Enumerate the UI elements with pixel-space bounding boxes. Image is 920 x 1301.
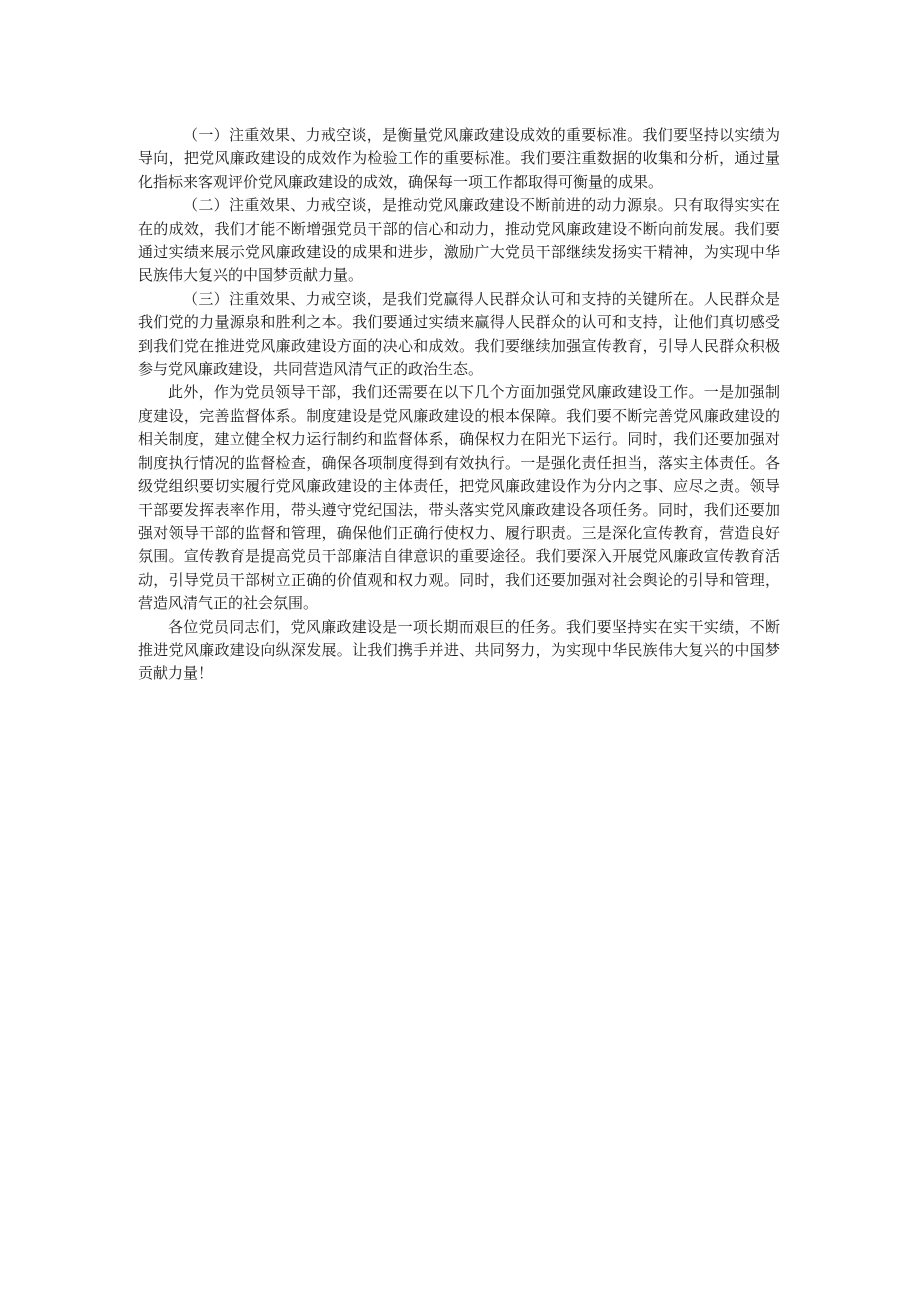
document-body: [138, 124, 780, 686]
paragraph-point-one: （一）注重效果、力戒空谈，是衡量党风廉政建设成效的重要标准。我们要坚持以实绩为导向，把党风廉政建设的成效作为检验工作的重要标准。我们要注重数据的收集和分析，通过量化指标来客观评价党风廉政建设的成效，确保每一项工作都取得可衡量的成果。: [138, 126, 780, 191]
paragraph-additional-measures: 此外，作为党员领导干部，我们还需要在以下几个方面加强党风廉政建设工作。一是加强制度建设，完善监督体系。制度建设是党风廉政建设的根本保障。我们要不断完善党风廉政建设的相关制度，建立健全权力运行制约和监督体系，确保权力在阳光下运行。同时，我们还要加强对制度执行情况的监督检查，确保各项制度得到有效执行。一是强化责任担当，落实主体责任。各级党组织要切实履行党风廉政建设的主体责任，把党风廉政建设作为分内之事、应尽之责。领导干部要发挥表率作用，带头遵守党纪国法，带头落实党风廉政建设各项任务。同时，我们还要加强对领导干部的监督和管理，确保他们正确行使权力、履行职责。三是深化宣传教育，营造良好氛围。宣传教育是提高党员干部廉洁自律意识的重要途径。我们要深入开展党风廉政宣传教育活动，引导党员干部树立正确的价值观和权力观。同时，我们还要加强对社会舆论的引导和管理，营造风清气正的社会氛围。: [138, 383, 780, 613]
paragraph-closing: 各位党员同志们，党风廉政建设是一项长期而艰巨的任务。我们要坚持实在实干实绩，不断推进党风廉政建设向纵深发展。让我们携手并进、共同努力，为实现中华民族伟大复兴的中国梦贡献力量！: [138, 617, 780, 683]
paragraph-point-two: （二）注重效果、力戒空谈，是推动党风廉政建设不断前进的动力源泉。只有取得实实在在的成效，我们才能不断增强党员干部的信心和动力，推动党风廉政建设不断向前发展。我们要通过实绩来展示党风廉政建设的成果和进步，激励广大党员干部继续发扬实干精神，为实现中华民族伟大复兴的中国梦贡献力量。: [138, 196, 780, 285]
paragraph-point-three: （三）注重效果、力戒空谈，是我们党赢得人民群众认可和支持的关键所在。人民群众是我们党的力量源泉和胜利之本。我们要通过实绩来赢得人民群众的认可和支持，让他们真切感受到我们党在推进党风廉政建设方面的决心和成效。我们要继续加强宣传教育，引导人民群众积极参与党风廉政建设，共同营造风清气正的政治生态。: [138, 289, 780, 379]
